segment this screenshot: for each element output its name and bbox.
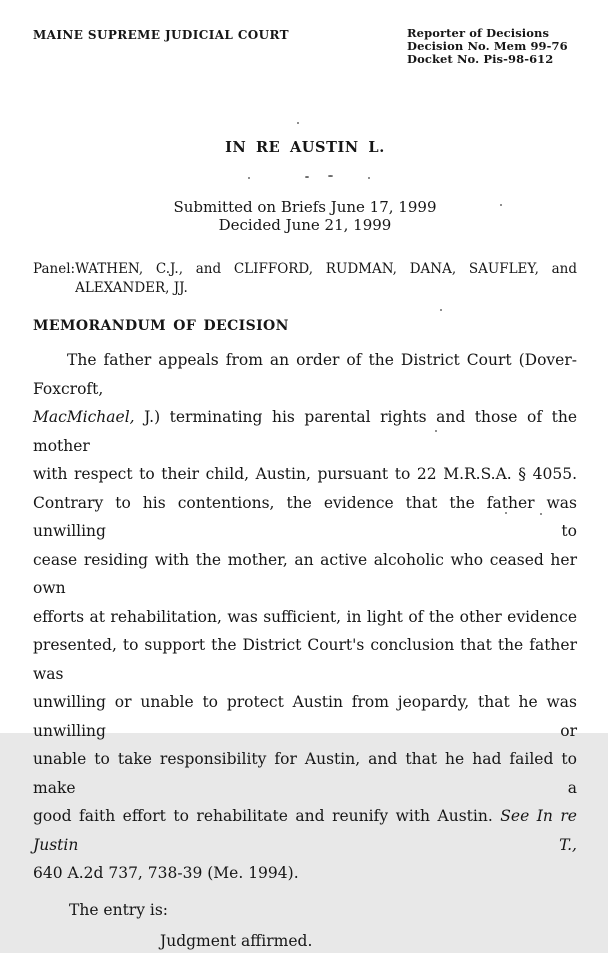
panel-section (33, 260, 577, 297)
body-text: unable to take responsibility for Austin, and that he had failed to make a (33, 750, 577, 797)
body-line (33, 346, 577, 403)
body-line (33, 745, 577, 802)
body-line (33, 802, 577, 859)
body-text: presented, to support the District Court's conclusion that the father was (33, 636, 577, 683)
scan-artifact-dot (297, 122, 299, 124)
body-line (33, 688, 577, 745)
body-line (33, 460, 577, 489)
decided-date: Decided June 21, 1999 (218, 215, 392, 234)
entry-label: The entry is: (69, 900, 169, 919)
dates-block (33, 199, 577, 234)
scan-artifact-dot (505, 512, 507, 514)
body-line (33, 603, 577, 632)
reporter-line-1: Reporter of Decisions (407, 26, 550, 40)
court-name: MAINE SUPREME JUDICIAL COURT (33, 28, 289, 42)
scan-artifact-dot (440, 309, 442, 311)
scan-artifact-dot (248, 177, 250, 179)
body-text: unwilling or unable to protect Austin from jeopardy, that he was unwilling or (33, 693, 577, 740)
body-text: good faith effort to rehabilitate and reunify with Austin. (33, 807, 501, 825)
body-text: with respect to their child, Austin, pursuant to 22 M.R.S.A. § 4055. (33, 465, 577, 483)
reporter-line-3: Docket No. Pis-98-612 (407, 51, 554, 66)
section-heading: MEMORANDUM OF DECISION (33, 318, 289, 334)
scan-artifact-dot (305, 176, 309, 178)
reporter-block (407, 27, 577, 65)
panel-line-2: ALEXANDER, JJ. (75, 279, 188, 296)
body-text: efforts at rehabilitation, was sufficient, in light of the other evidence (33, 607, 577, 626)
reporter-line-2: Decision No. Mem 99-76 (407, 38, 568, 53)
body-paragraph (33, 346, 577, 888)
body-line (33, 631, 577, 688)
body-text-italic: MacMichael, (33, 408, 135, 426)
case-title: IN RE AUSTIN L. (225, 139, 385, 156)
body-line (33, 859, 577, 888)
scan-artifact-dot (435, 430, 437, 432)
entry-text: Judgment affirmed. (160, 931, 313, 950)
scan-artifact-dot (500, 204, 502, 206)
body-line (33, 489, 577, 546)
panel-label: Panel: (33, 261, 76, 277)
body-text: Contrary to his contentions, the evidence that the father was unwilling to (33, 493, 577, 540)
scan-artifact-dot (368, 177, 370, 179)
body-text: J.) terminating his parental rights and those of the mother (33, 408, 577, 455)
body-line (33, 403, 577, 460)
body-text: 640 A.2d 737, 738-39 (Me. 1994). (33, 864, 299, 882)
scan-artifact-dot (540, 513, 542, 515)
submitted-date: Submitted on Briefs June 17, 1999 (173, 198, 437, 216)
scan-artifact-dot (328, 175, 333, 177)
body-text: The father appeals from an order of the District Court (Dover-Foxcroft, (33, 351, 577, 398)
body-text: cease residing with the mother, an active alcoholic who ceased her own (33, 550, 577, 597)
panel-line-1: WATHEN, C.J., and CLIFFORD, RUDMAN, DANA, SAUFLEY, and (75, 261, 577, 277)
body-text-italic: See In re Justin T., (33, 807, 577, 854)
body-line (33, 546, 577, 603)
document-header (33, 27, 577, 67)
panel-names (75, 260, 577, 297)
